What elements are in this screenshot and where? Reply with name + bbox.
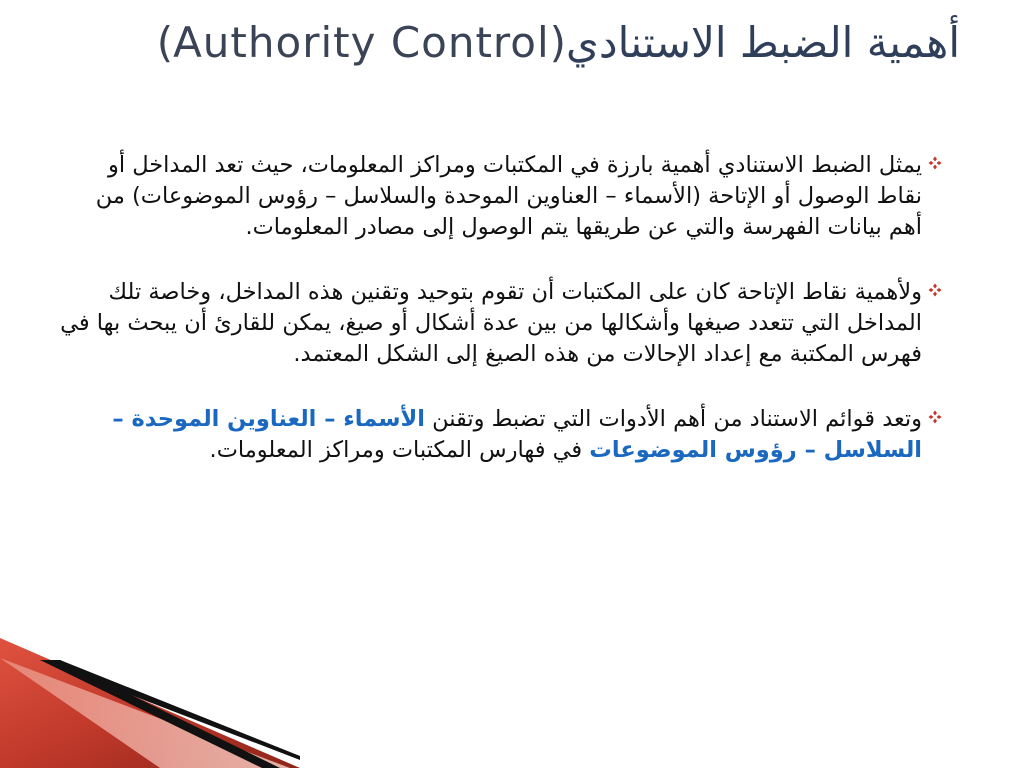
four-diamond-bullet-icon (928, 283, 942, 297)
slide-title (40, 18, 960, 68)
bullet-item (60, 277, 942, 370)
bullet-item (60, 404, 942, 466)
bullet-highlight: الأسماء – العناوين الموحدة – السلاسل – رؤوس الموضوعات (112, 406, 922, 463)
bullet-text: ولأهمية نقاط الإتاحة كان على المكتبات أن تقوم بتوحيد وتقنين هذه المداخل، وخاصة تلك المداخل التي تتعدد صيغها وأشكالها من بين عدة أشكال أو صيغ، يمكن للقارئ أن يبحث بها في فهرس المكتبة مع إعداد الإحالات من هذه الصيغ إلى الشكل المعتمد. (60, 279, 922, 367)
corner-decoration (0, 638, 420, 768)
title-latin: (Authority Control) (156, 18, 567, 67)
bullet-text-before: وتعد قوائم الاستناد من أهم الأدوات التي تضبط وتقنن (432, 406, 922, 432)
four-diamond-bullet-icon (928, 156, 942, 170)
bullet-item (60, 150, 942, 243)
four-diamond-bullet-icon (928, 410, 942, 424)
bullet-text-after: في فهارس المكتبات ومراكز المعلومات. (209, 437, 583, 463)
title-arabic: أهمية الضبط الاستنادي (566, 18, 960, 67)
slide-content (60, 150, 942, 466)
bullet-text: يمثل الضبط الاستنادي أهمية بارزة في المكتبات ومراكز المعلومات، حيث تعد المداخل أو نقاط الوصول أو الإتاحة (الأسماء – العناوين الموحدة والسلاسل – رؤوس الموضوعات) من أهم بيانات الفهرسة والتي عن طريقها يتم الوصول إلى مصادر المعلومات. (95, 152, 922, 240)
